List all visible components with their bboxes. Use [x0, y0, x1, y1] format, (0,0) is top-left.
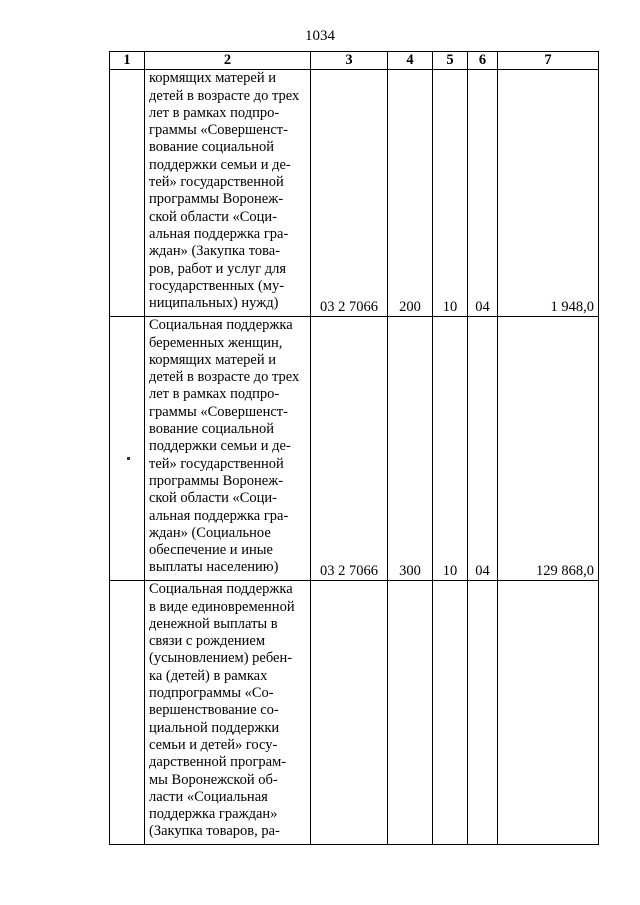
description-line: выплаты населению): [149, 559, 279, 576]
code-cell: [311, 581, 388, 845]
amount-cell: 1 948,0: [498, 70, 599, 317]
subsection-cell: [468, 581, 498, 845]
description-line: кормящих матерей и: [149, 351, 276, 368]
description-line: кормящих матерей и: [149, 70, 276, 87]
expense-type-cell: 300: [388, 317, 433, 581]
description-line: Социальная поддержка: [149, 317, 293, 334]
description-line: поддержки семьи и де-: [149, 156, 291, 173]
amount-cell: 129 868,0: [498, 317, 599, 581]
description-line: дарственной програм-: [149, 754, 287, 771]
amount-cell: [498, 581, 599, 845]
description-line: альная поддержка гра-: [149, 225, 289, 242]
description-line: ниципальных) нужд): [149, 295, 279, 312]
description-cell: [145, 70, 311, 317]
header-col-1: 1: [110, 52, 145, 70]
description-line: программы Воронеж-: [149, 472, 284, 489]
description-line: альная поддержка гра-: [149, 507, 289, 524]
header-col-7: 7: [498, 52, 599, 70]
description-line: ской области «Соци-: [149, 490, 277, 507]
code-cell: 03 2 7066: [311, 70, 388, 317]
description-line: лет в рамках подпро-: [149, 104, 280, 121]
description-line: вершенствование со-: [149, 702, 279, 719]
description-line: граммы «Совершенст-: [149, 122, 288, 139]
row-number-cell: [110, 317, 145, 581]
description-line: ждан» (Социальное: [149, 524, 271, 541]
description-line: тей» государственной: [149, 455, 284, 472]
description-line: подпрограммы «Со-: [149, 685, 274, 702]
section-cell: 10: [433, 70, 468, 317]
description-line: в виде единовременной: [149, 598, 295, 615]
header-col-3: 3: [311, 52, 388, 70]
description-line: лет в рамках подпро-: [149, 386, 280, 403]
header-col-5: 5: [433, 52, 468, 70]
table-row: [110, 70, 599, 317]
description-line: поддержка граждан»: [149, 806, 278, 823]
description-line: связи с рождением: [149, 633, 266, 650]
description-line: циальной поддержки: [149, 719, 280, 736]
description-line: (Закупка товаров, ра-: [149, 823, 280, 840]
description-line: (усыновлением) ребен-: [149, 650, 293, 667]
header-col-4: 4: [388, 52, 433, 70]
code-cell: 03 2 7066: [311, 317, 388, 581]
section-cell: 10: [433, 317, 468, 581]
section-cell: [433, 581, 468, 845]
description-line: вование социальной: [149, 139, 275, 156]
description-line: программы Воронеж-: [149, 191, 284, 208]
description-cell: [145, 317, 311, 581]
description-line: поддержки семьи и де-: [149, 438, 291, 455]
scan-speck: [127, 457, 130, 460]
description-line: ров, работ и услуг для: [149, 260, 287, 277]
description-cell: [145, 581, 311, 845]
budget-table: [109, 51, 599, 845]
description-line: денежной выплаты в: [149, 615, 278, 632]
description-line: ждан» (Закупка това-: [149, 243, 281, 260]
description-line: семьи и детей» госу-: [149, 736, 278, 753]
table-row: [110, 581, 599, 845]
row-number-cell: [110, 70, 145, 317]
description-line: ласти «Социальная: [149, 788, 268, 805]
header-col-2: 2: [145, 52, 311, 70]
description-line: Социальная поддержка: [149, 581, 293, 598]
description-line: обеспечение и иные: [149, 542, 273, 559]
table-row: [110, 317, 599, 581]
description-line: вование социальной: [149, 421, 275, 438]
description-line: ской области «Соци-: [149, 208, 277, 225]
description-line: детей в возрасте до трех: [149, 369, 300, 386]
description-line: ка (детей) в рамках: [149, 667, 268, 684]
row-number-cell: [110, 581, 145, 845]
header-row: [110, 52, 599, 70]
page-number: 1034: [305, 28, 335, 44]
description-line: мы Воронежской об-: [149, 771, 278, 788]
description-line: тей» государственной: [149, 174, 284, 191]
subsection-cell: 04: [468, 317, 498, 581]
description-line: беременных женщин,: [149, 334, 283, 351]
header-col-6: 6: [468, 52, 498, 70]
description-line: государственных (му-: [149, 277, 285, 294]
expense-type-cell: 200: [388, 70, 433, 317]
subsection-cell: 04: [468, 70, 498, 317]
description-line: граммы «Совершенст-: [149, 403, 288, 420]
expense-type-cell: [388, 581, 433, 845]
description-line: детей в возрасте до трех: [149, 87, 300, 104]
